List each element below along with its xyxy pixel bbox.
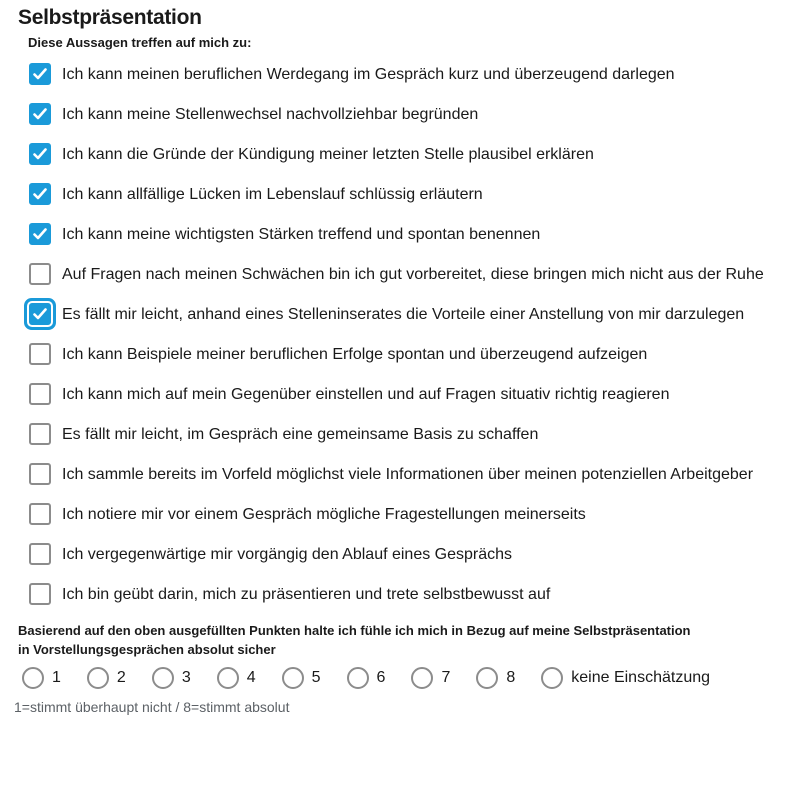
checkbox[interactable] [29,383,51,405]
radio-button[interactable] [282,667,304,689]
checklist-item[interactable] [29,261,789,288]
checkbox[interactable] [29,343,51,365]
checklist-item-label[interactable]: Auf Fragen nach meinen Schwächen bin ich gut vorbereitet, diese bringen mich nicht aus der Ruhe [62,266,764,283]
radio-option[interactable] [282,667,321,689]
radio-option[interactable] [541,667,710,689]
radio-option-label[interactable]: 5 [311,669,321,686]
checkbox[interactable] [29,303,51,325]
checklist-item[interactable] [29,581,789,608]
checklist-item[interactable] [29,301,789,328]
radio-option-label[interactable]: 1 [52,669,61,686]
radio-button[interactable] [217,667,239,689]
checklist-item[interactable] [29,181,789,208]
radio-option[interactable] [87,667,126,689]
radio-option-label[interactable]: 2 [116,669,126,686]
radio-option-label[interactable]: 7 [441,669,451,686]
checklist-item-label[interactable]: Ich kann Beispiele meiner beruflichen Erfolge spontan und überzeugend aufzeigen [62,346,648,363]
radio-button[interactable] [476,667,498,689]
checklist-item[interactable] [29,101,789,128]
radio-option[interactable] [411,667,450,689]
radio-option-label[interactable]: 6 [376,669,386,686]
checklist-item[interactable] [29,461,789,488]
check-icon [33,308,47,320]
radio-option[interactable] [22,667,61,689]
radio-option-label[interactable]: keine Einschätzung [571,669,711,686]
checklist-item-label[interactable]: Ich vergegenwärtige mir vorgängig den Ablauf eines Gesprächs [62,546,513,563]
checklist-item[interactable] [29,341,789,368]
radio-option[interactable] [476,667,515,689]
radio-button[interactable] [22,667,44,689]
checkbox[interactable] [29,183,51,205]
radio-option-label[interactable]: 8 [506,669,516,686]
checkbox[interactable] [29,543,51,565]
checklist-item-label[interactable]: Ich kann meinen beruflichen Werdegang im Gespräch kurz und überzeugend darlegen [62,66,675,83]
check-icon [33,188,47,200]
check-icon [33,148,47,160]
radio-option-label[interactable]: 3 [181,669,191,686]
checklist-item[interactable] [29,221,789,248]
rating-options [22,667,789,689]
checkbox[interactable] [29,263,51,285]
page-title: Selbstpräsentation [18,6,202,29]
checkbox[interactable] [29,103,51,125]
radio-option-label[interactable]: 4 [246,669,256,686]
checklist [29,61,789,608]
checklist-item[interactable] [29,141,789,168]
checklist-item-label[interactable]: Ich kann mich auf mein Gegenüber einstellen und auf Fragen situativ richtig reagieren [62,386,670,403]
checklist-item-label[interactable]: Es fällt mir leicht, anhand eines Stelleninserates die Vorteile einer Anstellung von mir darzulegen [62,306,745,323]
checkbox[interactable] [29,503,51,525]
radio-button[interactable] [541,667,563,689]
checkbox[interactable] [29,423,51,445]
radio-option[interactable] [152,667,191,689]
checklist-item[interactable] [29,421,789,448]
check-icon [33,68,47,80]
radio-button[interactable] [87,667,109,689]
checklist-item-label[interactable]: Ich notiere mir vor einem Gespräch mögliche Fragestellungen meinerseits [62,506,586,523]
checkbox[interactable] [29,583,51,605]
checklist-item-label[interactable]: Ich sammle bereits im Vorfeld möglichst viele Informationen über meinen potenziellen Arbeitgeber [62,466,754,483]
checklist-item-label[interactable]: Ich kann die Gründe der Kündigung meiner letzten Stelle plausibel erklären [62,146,594,163]
rating-scale-legend: 1=stimmt überhaupt nicht / 8=stimmt absolut [14,699,290,715]
checklist-item[interactable] [29,381,789,408]
rating-question: Basierend auf den oben ausgefüllten Punkten halte ich fühle ich mich in Bezug auf meine Selbstpräsentation in Vorstellungsgesprächen absolut sicher [18,623,691,657]
radio-button[interactable] [411,667,433,689]
checkbox[interactable] [29,463,51,485]
checklist-item-label[interactable]: Ich bin geübt darin, mich zu präsentieren und trete selbstbewusst auf [62,586,551,603]
checklist-item-label[interactable]: Es fällt mir leicht, im Gespräch eine gemeinsame Basis zu schaffen [62,426,539,443]
radio-option[interactable] [217,667,256,689]
checkbox[interactable] [29,143,51,165]
checklist-item-label[interactable]: Ich kann meine Stellenwechsel nachvollziehbar begründen [62,106,479,123]
checklist-item[interactable] [29,541,789,568]
radio-button[interactable] [347,667,369,689]
checkbox[interactable] [29,63,51,85]
checklist-item-label[interactable]: Ich kann allfällige Lücken im Lebenslauf schlüssig erläutern [62,186,483,203]
check-icon [33,108,47,120]
checkbox[interactable] [29,223,51,245]
checklist-item-label[interactable]: Ich kann meine wichtigsten Stärken treffend und spontan benennen [62,226,541,243]
section-instruction: Diese Aussagen treffen auf mich zu: [28,35,252,50]
checklist-item[interactable] [29,61,789,88]
check-icon [33,228,47,240]
checklist-item[interactable] [29,501,789,528]
radio-option[interactable] [347,667,386,689]
radio-button[interactable] [152,667,174,689]
